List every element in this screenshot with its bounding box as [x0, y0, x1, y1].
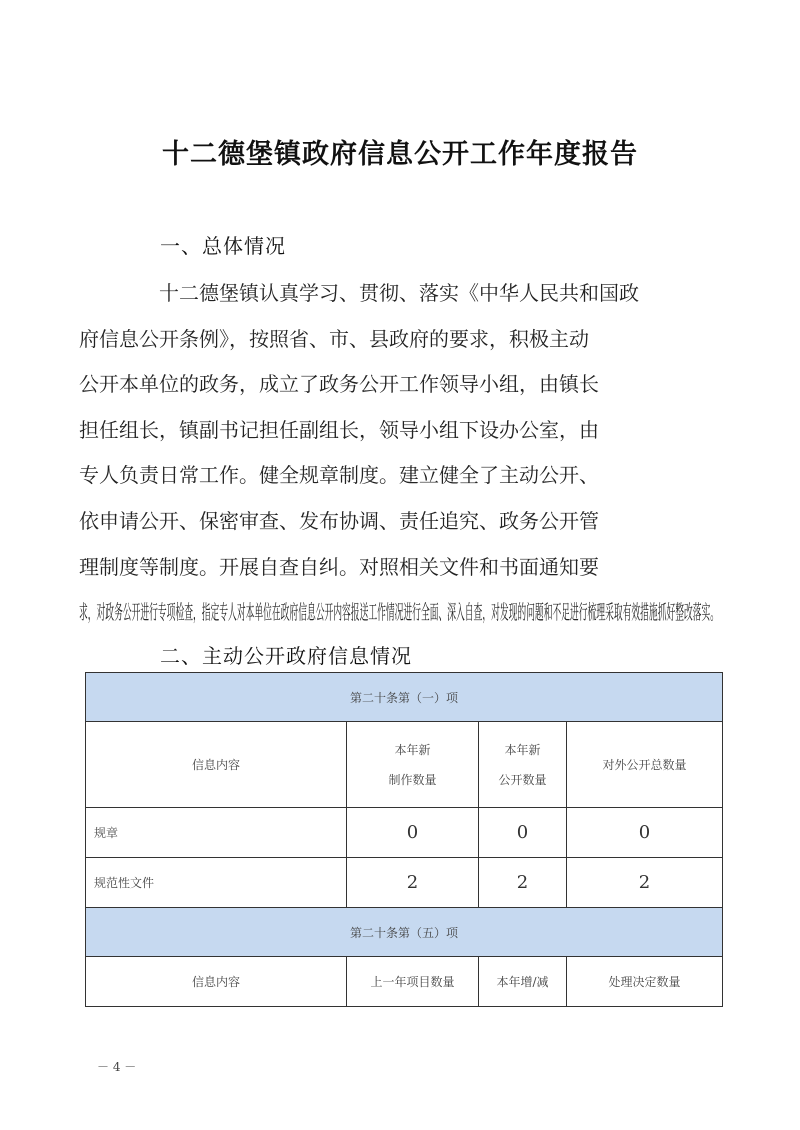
header-new-made — [347, 722, 479, 808]
section-heading-overview: 一、总体情况 — [160, 234, 286, 258]
header-total-public: 对外公开总数量 — [567, 722, 723, 808]
disclosure-table — [85, 672, 723, 1007]
overview-paragraph-line: 担任组长，镇副书记担任副组长，领导小组下设办公室，由 — [79, 417, 599, 442]
header-new-made-line1: 本年新 — [394, 742, 431, 757]
table-header-row-2 — [86, 957, 723, 1007]
header2-last-year-count: 上一年项目数量 — [347, 957, 479, 1007]
row-label: 规范性文件 — [86, 858, 347, 908]
header2-decision-count: 处理决定数量 — [567, 957, 723, 1007]
cell-new-made: 0 — [347, 808, 479, 858]
header-info-content: 信息内容 — [86, 722, 347, 808]
section-heading-proactive-disclosure: 二、主动公开政府信息情况 — [160, 644, 412, 668]
band-article-20-item-5: 第二十条第（五）项 — [86, 908, 723, 957]
table-header-row — [86, 722, 723, 808]
cell-total-public: 2 — [567, 858, 723, 908]
overview-paragraph-line: 十二德堡镇认真学习、贯彻、落实《中华人民共和国政 — [159, 281, 639, 305]
overview-paragraph-line: 求，对政务公开进行专项检查，指定专人对本单位在政府信息公开内容报送工作情况进行全面、深入自查，对发现的问题和不足进行梳理采取有效措施抓好整改落实。 — [79, 600, 720, 625]
table-row — [86, 808, 723, 858]
table-row — [86, 858, 723, 908]
table-band-row — [86, 673, 723, 722]
band-article-20-item-1: 第二十条第（一）项 — [86, 673, 723, 722]
overview-paragraph-line: 公开本单位的政务，成立了政务公开工作领导小组，由镇长 — [79, 372, 599, 397]
header-new-published-line1: 本年新 — [504, 742, 541, 757]
overview-paragraph-line: 府信息公开条例》，按照省、市、县政府的要求，积极主动 — [79, 326, 589, 351]
overview-paragraph — [79, 271, 719, 636]
document-title: 十二德堡镇政府信息公开工作年度报告 — [162, 139, 638, 170]
header-new-published — [479, 722, 567, 808]
overview-paragraph-line: 依申请公开、保密审查、发布协调、责任追究、政务公开管 — [79, 508, 599, 533]
row-label: 规章 — [86, 808, 347, 858]
header2-change: 本年增/减 — [479, 957, 567, 1007]
header-new-published-line2: 公开数量 — [498, 772, 547, 787]
table-band-row — [86, 908, 723, 957]
cell-new-published: 2 — [479, 858, 567, 908]
page-number: － 4 － — [97, 1060, 137, 1074]
header2-info-content: 信息内容 — [86, 957, 347, 1007]
cell-new-made: 2 — [347, 858, 479, 908]
header-new-made-line2: 制作数量 — [388, 772, 437, 787]
overview-paragraph-line: 理制度等制度。开展自查自纠。对照相关文件和书面通知要 — [79, 554, 599, 579]
overview-paragraph-line: 专人负责日常工作。健全规章制度。建立健全了主动公开、 — [79, 463, 599, 488]
cell-total-public: 0 — [567, 808, 723, 858]
cell-new-published: 0 — [479, 808, 567, 858]
